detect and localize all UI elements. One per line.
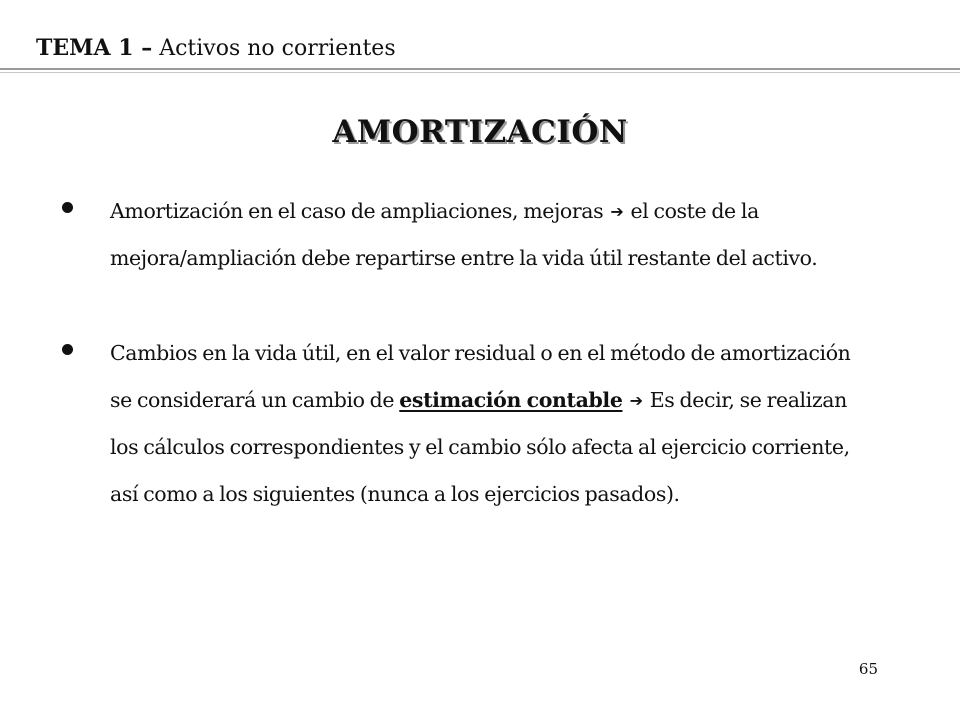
bullet-text xyxy=(110,330,876,518)
bullet-text-part: Es decir, se realizan los cálculos correspondientes y el cambio sólo afecta al ejercicio corriente, así como a los siguientes (nunca a los ejercicios pasados). xyxy=(110,388,850,506)
bullet-text-part: el coste de xyxy=(630,199,736,223)
right-arrow-icon: ➔ xyxy=(629,391,643,410)
emphasized-term: estimación contable xyxy=(399,388,623,412)
bullet-text-part: Amortización en el caso de ampliaciones, mejoras xyxy=(110,199,604,223)
right-arrow-icon: ➔ xyxy=(610,202,624,221)
bullet-text xyxy=(110,188,876,282)
header-topic-name: Activos no corrientes xyxy=(159,36,396,61)
header-topic-number: TEMA 1 – xyxy=(36,35,153,61)
bullet-text-part: la mejora/ampliación debe repartirse entre la vida útil restante del activo. xyxy=(110,199,818,270)
page-number: 65 xyxy=(858,660,878,678)
bullet-dot-icon xyxy=(62,202,73,213)
slide-title: AMORTIZACIÓN xyxy=(332,114,628,150)
header-divider-thin xyxy=(0,72,960,73)
bullet-dot-icon xyxy=(62,344,73,355)
header-divider xyxy=(0,68,960,70)
bullet-text-part: Cambios en la vida útil, en el valor residual o en el método de amortización se considerará un cambio de xyxy=(110,341,851,412)
slide-header xyxy=(36,30,396,67)
